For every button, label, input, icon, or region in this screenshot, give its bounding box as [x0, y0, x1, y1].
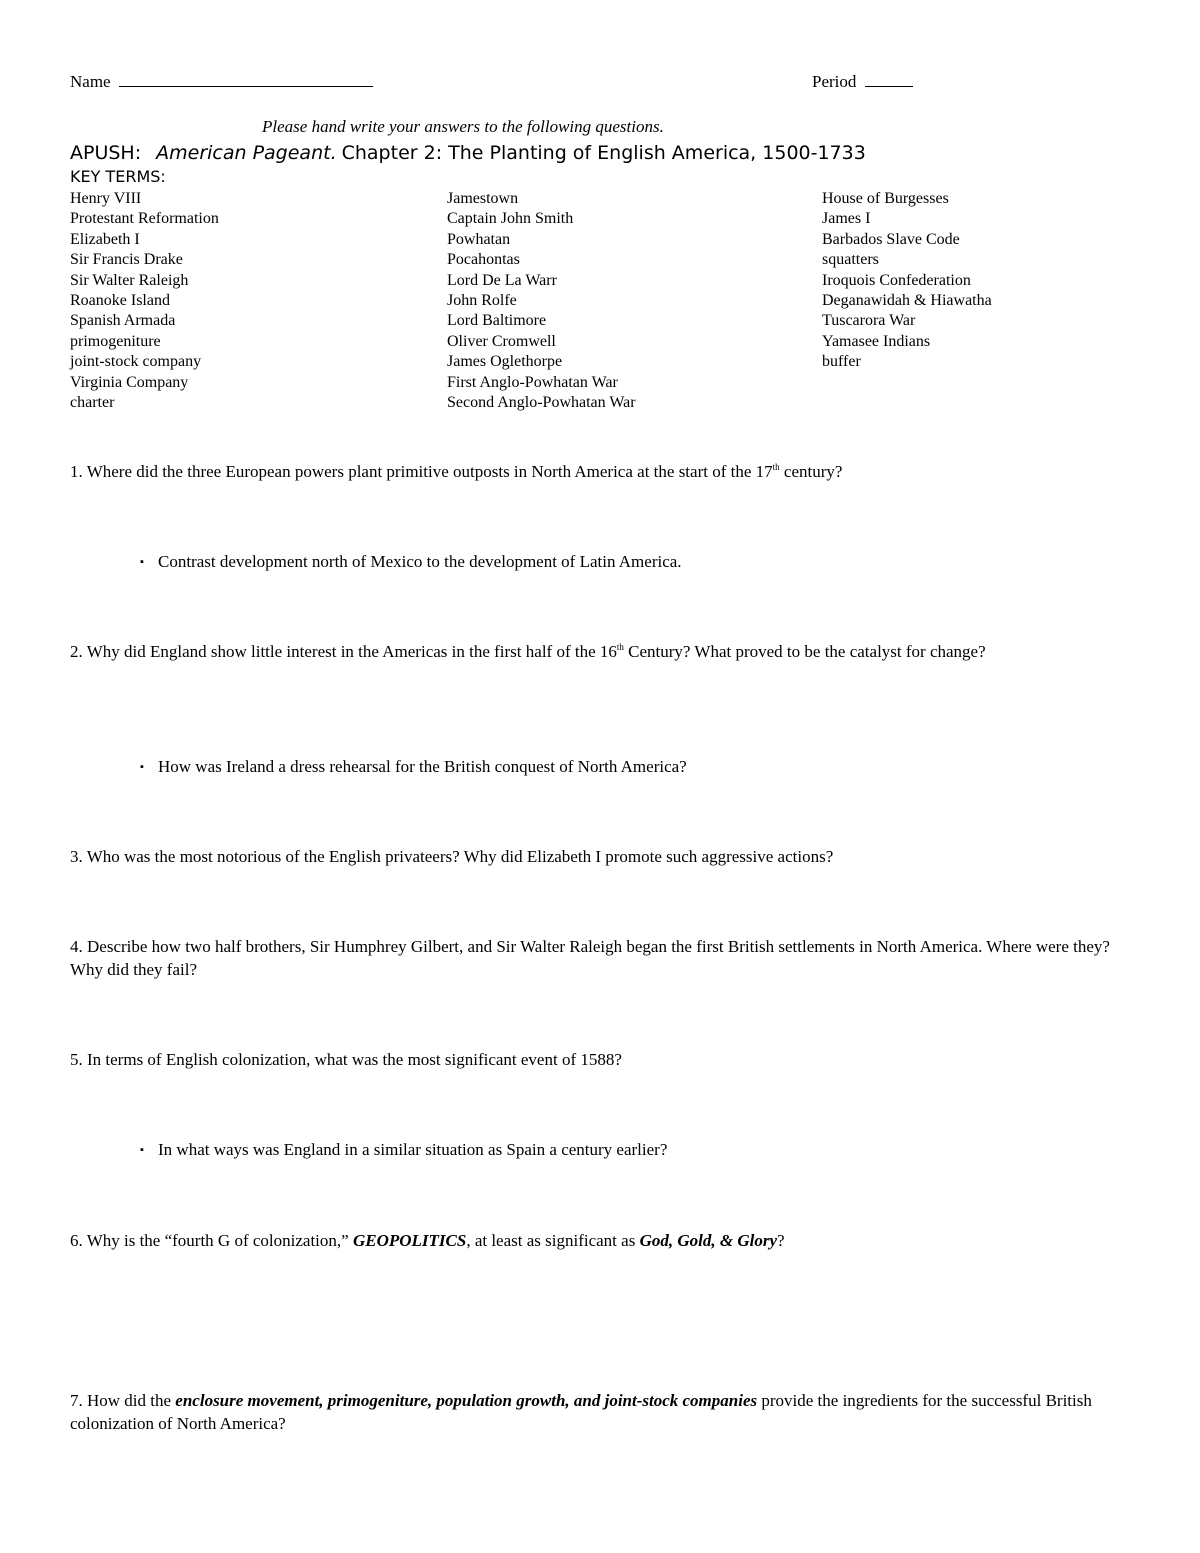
key-term: Jamestown	[447, 190, 519, 207]
key-term: squatters	[822, 251, 879, 269]
key-term: Spanish Armada	[70, 312, 176, 330]
question-1-text: 1. Where did the three European powers plant primitive outposts in North America at the start of the 17	[70, 462, 773, 481]
key-term: Powhatan	[447, 230, 511, 248]
key-term: Barbados Slave Code	[822, 230, 960, 248]
question-2-subpoint	[140, 755, 687, 779]
key-term: Yamasee Indians	[822, 332, 931, 350]
instruction-text: Please hand write your answers to the following questions.	[262, 117, 664, 136]
question-2-subpoint-text: How was Ireland a dress rehearsal for the British conquest of North America?	[158, 757, 687, 776]
key-term: Sir Francis Drake	[70, 251, 183, 269]
period-blank[interactable]	[865, 72, 913, 87]
key-term: James I	[822, 210, 871, 228]
key-term: Lord Baltimore	[447, 312, 547, 330]
key-term: Sir Walter Raleigh	[70, 271, 189, 289]
key-term: Elizabeth I	[70, 230, 140, 248]
key-term: Second Anglo-Powhatan War	[447, 394, 636, 412]
question-6-text-mid: , at least as significant as	[466, 1231, 640, 1250]
question-7	[70, 1389, 1130, 1435]
period-line	[812, 72, 913, 92]
name-line	[70, 72, 373, 92]
question-5-subpoint-text: In what ways was England in a similar situation as Spain a century earlier?	[158, 1140, 668, 1159]
question-1	[70, 460, 1130, 483]
question-6-emphasis-geopolitics: GEOPOLITICS	[352, 1231, 467, 1250]
key-term: Deganawidah & Hiawatha	[822, 292, 992, 310]
key-term: House of Burgesses	[822, 190, 949, 207]
key-term: Henry VIII	[70, 190, 142, 207]
key-terms-column-1	[70, 189, 219, 413]
bullet-icon: ▪	[140, 1144, 144, 1156]
question-1-subpoint	[140, 550, 682, 574]
question-2-sup: th	[616, 642, 624, 652]
key-term: charter	[70, 394, 115, 412]
question-2-text-end: Century? What proved to be the catalyst for change?	[623, 642, 986, 661]
key-term: Protestant Reformation	[70, 210, 219, 228]
key-term: Pocahontas	[447, 251, 520, 269]
question-1-sup: th	[772, 462, 780, 472]
key-term: Captain John Smith	[447, 210, 574, 228]
key-terms-column-2	[447, 189, 636, 413]
question-3: 3. Who was the most notorious of the English privateers? Why did Elizabeth I promote such aggressive actions?	[70, 847, 834, 866]
question-6-emphasis-god-gold-glory: God, Gold, & Glory	[639, 1231, 777, 1250]
question-7-emphasis: enclosure movement, primogeniture, population growth, and joint-stock companies	[175, 1391, 758, 1410]
question-6-text-end: ?	[777, 1231, 785, 1250]
key-terms-label: KEY TERMS:	[70, 167, 166, 186]
key-term: Roanoke Island	[70, 292, 170, 310]
bullet-icon: ▪	[140, 761, 144, 773]
bullet-icon: ▪	[140, 556, 144, 568]
key-term: primogeniture	[70, 332, 161, 350]
key-term: First Anglo-Powhatan War	[447, 373, 618, 391]
question-6-text: 6. Why is the “fourth G of colonization,”	[70, 1231, 353, 1250]
key-term: joint-stock company	[70, 353, 202, 371]
question-7-text: 7. How did the	[70, 1391, 176, 1410]
question-4: 4. Describe how two half brothers, Sir Humphrey Gilbert, and Sir Walter Raleigh began the first British settlements in North America. Where were they? Why did they fail?	[70, 937, 1110, 979]
question-2-text: 2. Why did England show little interest in the Americas in the first half of the 16	[70, 642, 617, 661]
key-term: James Oglethorpe	[447, 353, 563, 371]
page-title	[70, 142, 866, 165]
question-6	[70, 1229, 1130, 1252]
key-term: Virginia Company	[70, 373, 189, 391]
question-1-subpoint-text: Contrast development north of Mexico to the development of Latin America.	[158, 552, 682, 571]
title-book: American Pageant.	[156, 142, 337, 164]
question-7-text-end: provide the ingredients for the successful British colonization of North America?	[70, 1391, 1092, 1433]
question-2	[70, 640, 1130, 663]
key-term: Oliver Cromwell	[447, 332, 556, 350]
key-term: Lord De La Warr	[447, 271, 557, 289]
title-chapter: Chapter 2: The Planting of English America, 1500-1733	[341, 142, 866, 164]
key-term: Iroquois Confederation	[822, 271, 971, 289]
question-1-text-end: century?	[779, 462, 843, 481]
key-term: Tuscarora War	[822, 312, 916, 330]
key-term: John Rolfe	[447, 292, 517, 310]
name-blank[interactable]	[119, 72, 373, 87]
question-5-subpoint	[140, 1138, 667, 1162]
period-label: Period	[812, 72, 857, 91]
question-5: 5. In terms of English colonization, what was the most significant event of 1588?	[70, 1050, 622, 1069]
title-prefix: APUSH:	[70, 142, 142, 164]
key-term: buffer	[822, 353, 861, 371]
key-terms-column-3	[822, 189, 992, 373]
name-label: Name	[70, 72, 111, 91]
